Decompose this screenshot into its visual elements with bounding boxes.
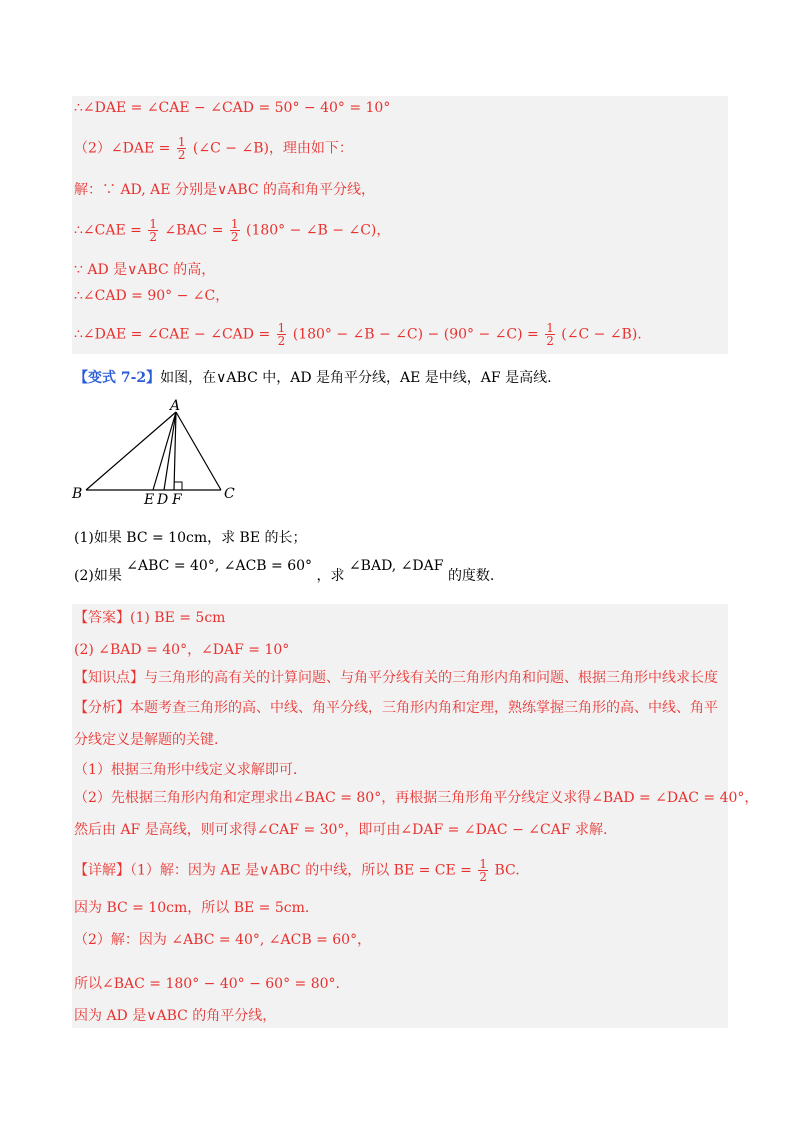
text-line: ∵ AD 是∨ABC 的高， <box>74 262 216 278</box>
variant-heading: 【变式 7-2】如图，在∨ABC 中，AD 是角平分线，AE 是中线，AF 是高线. <box>74 370 552 386</box>
text-line: ∴∠DAE = ∠CAE − ∠CAD = $\frac{1}{2}$ (180° − ∠B − ∠C) − (90° − ∠C) = $\frac{1}{2}$ (∠C − ∠B). <box>74 321 642 348</box>
detail-line: （2）解：因为 ∠ABC = 40°, ∠ACB = 60°， <box>74 932 372 948</box>
answer-line: (2) ∠BAD = 40°，∠DAF = 10° <box>74 642 290 658</box>
triangle-figure <box>66 396 246 506</box>
analysis-line: （1）根据三角形中线定义求解即可. <box>74 762 298 778</box>
analysis-line: 然后由 AF 是高线，则可求得∠CAF = 30°，即可由∠DAF = ∠DAC − ∠CAF 求解. <box>74 822 608 838</box>
analysis-line: 分线定义是解题的关键. <box>74 732 219 748</box>
vertex-label-b: B <box>72 486 83 502</box>
text-line: （2）∠DAE = $\frac{1}{2}$ (∠C − ∠B)，理由如下： <box>74 135 353 162</box>
analysis-line: 【分析】本题考查三角形的高、中线、角平分线，三角形内角和定理，熟练掌握三角形的高、中线、角平 <box>74 700 718 716</box>
vertex-label-a: A <box>170 398 181 414</box>
text-line: ∴∠CAE = $\frac{1}{2}$ ∠BAC = $\frac{1}{2}$ (180° − ∠B − ∠C)， <box>74 217 391 244</box>
knowledge-points: 【知识点】与三角形的高有关的计算问题、与角平分线有关的三角形内角和问题、根据三角形中线求长度 <box>74 670 718 686</box>
question-1: (1)如果 BC = 10cm，求 BE 的长； <box>74 530 307 546</box>
detail-line: 所以∠BAC = 180° − 40° − 60° = 80°. <box>74 976 340 992</box>
question-2: (2)如果 ∠ABC = 40°, ∠ACB = 60° ，求 ∠BAD, ∠DAF 的度数. <box>74 558 495 584</box>
analysis-line: （2）先根据三角形内角和定理求出∠BAC = 80°，再根据三角形角平分线定义求得∠BAD = ∠DAC = 40°， <box>74 790 759 806</box>
point-label-e: E <box>144 492 155 506</box>
detail-line: 因为 BC = 10cm，所以 BE = 5cm. <box>74 900 310 916</box>
answer-line: 【答案】(1) BE = 5cm <box>74 610 226 626</box>
detail-line: 因为 AD 是∨ABC 的角平分线， <box>74 1008 277 1024</box>
detail-line: 【详解】（1）解：因为 AE 是∨ABC 的中线，所以 BE = CE = $\frac{1}{2}$ BC. <box>74 857 520 884</box>
text-line: ∴∠DAE = ∠CAE − ∠CAD = 50° − 40° = 10° <box>74 100 391 116</box>
text-line: ∴∠CAD = 90° − ∠C， <box>74 288 230 304</box>
vertex-label-c: C <box>224 486 235 502</box>
point-label-d: D <box>157 492 169 506</box>
point-label-f: F <box>172 492 182 506</box>
text-line: 解：∵ AD, AE 分别是∨ABC 的高和角平分线， <box>74 182 376 198</box>
